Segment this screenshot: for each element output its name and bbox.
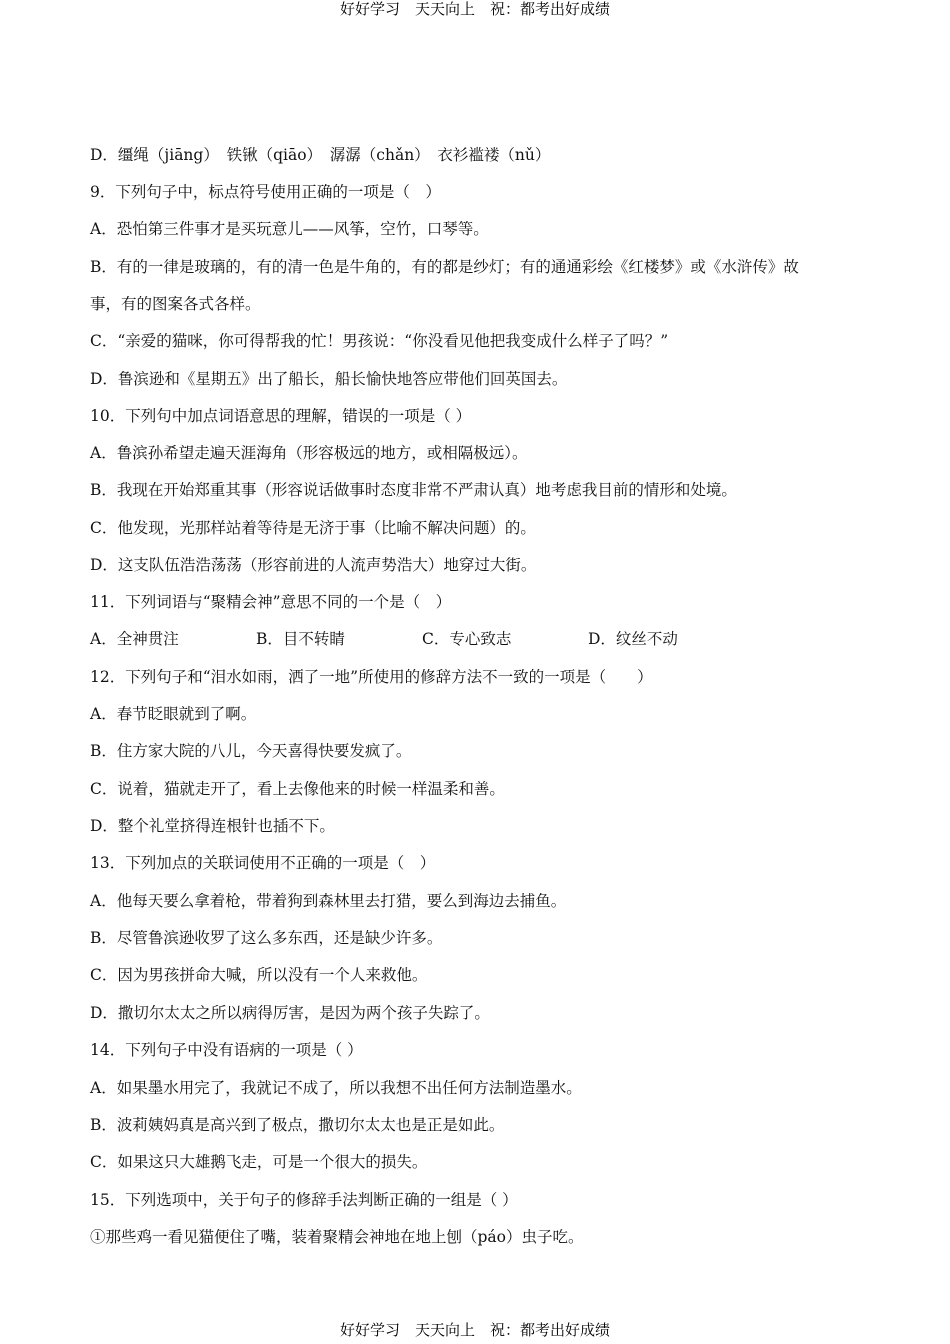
- q12-option-c: C．说着，猫就走开了，看上去像他来的时候一样温柔和善。: [90, 780, 505, 798]
- q10-stem: 10．下列句中加点词语意思的理解，错误的一项是（ ）: [90, 407, 472, 425]
- q10-option-c: C．他发现，光那样站着等待是无济于事（比喻不解决问题）的。: [90, 519, 536, 537]
- q9-option-b-line2: 事，有的图案各式各样。: [90, 295, 261, 313]
- q14-option-a: A．如果墨水用完了，我就记不成了，所以我想不出任何方法制造墨水。: [90, 1079, 582, 1097]
- page-header: 好好学习 天天向上 祝：都考出好成绩: [339, 0, 610, 18]
- q9-option-a: A．恐怕第三件事才是买玩意儿——风筝，空竹，口琴等。: [90, 220, 489, 238]
- q10-option-b: B．我现在开始郑重其事（形容说话做事时态度非常不严肃认真）地考虑我目前的情形和处境。: [90, 481, 737, 499]
- page-footer: 好好学习 天天向上 祝：都考出好成绩: [339, 1321, 610, 1339]
- q12-stem: 12．下列句子和“泪水如雨，洒了一地”所使用的修辞方法不一致的一项是（ ）: [90, 668, 653, 686]
- q9-option-d: D．鲁滨逊和《星期五》出了船长，船长愉快地答应带他们回英国去。: [90, 370, 568, 388]
- q12-option-a: A．春节眨眼就到了啊。: [90, 705, 257, 723]
- q13-option-d: D．撒切尔太太之所以病得厉害，是因为两个孩子失踪了。: [90, 1004, 490, 1022]
- q11-option-d: D．纹丝不动: [588, 630, 678, 648]
- q11-stem: 11．下列词语与“聚精会神”意思不同的一个是（ ）: [90, 593, 452, 611]
- q14-option-b: B．波莉姨妈真是高兴到了极点，撒切尔太太也是正是如此。: [90, 1116, 505, 1134]
- q9-stem: 9．下列句子中，标点符号使用正确的一项是（ ）: [90, 183, 441, 201]
- q13-option-b: B．尽管鲁滨逊收罗了这么多东西，还是缺少许多。: [90, 929, 443, 947]
- q11-option-c: C．专心致志: [422, 630, 512, 648]
- q11-options: [90, 628, 870, 650]
- q10-option-d: D．这支队伍浩浩荡荡（形容前进的人流声势浩大）地穿过大街。: [90, 556, 537, 574]
- q9-option-b-line1: B．有的一律是玻璃的，有的清一色是牛角的，有的都是纱灯；有的通通彩绘《红楼梦》或《水浒传》故: [90, 258, 799, 276]
- q12-option-d: D．整个礼堂挤得连根针也插不下。: [90, 817, 335, 835]
- q8-option-d: D．缰绳（jiāng） 铁锹（qiāo） 潺潺（chǎn） 衣衫褴褛（nǔ）: [90, 146, 551, 164]
- q9-option-c: C．“亲爱的猫咪，你可得帮我的忙！男孩说：“你没看见他把我变成什么样子了吗？”: [90, 332, 669, 350]
- q11-option-b: B．目不转睛: [256, 630, 345, 648]
- q13-stem: 13．下列加点的关联词使用不正确的一项是（ ）: [90, 854, 436, 872]
- q14-stem: 14．下列句子中没有语病的一项是（ ）: [90, 1041, 363, 1059]
- q12-option-b: B．住方家大院的八儿，今天喜得快要发疯了。: [90, 742, 412, 760]
- q14-option-c: C．如果这只大雄鹅飞走，可是一个很大的损失。: [90, 1153, 428, 1171]
- q10-option-a: A．鲁滨孙希望走遍天涯海角（形容极远的地方，或相隔极远）。: [90, 444, 528, 462]
- q13-option-c: C．因为男孩拼命大喊，所以没有一个人来救他。: [90, 966, 428, 984]
- q15-sentence-1: ①那些鸡一看见猫便住了嘴，装着聚精会神地在地上刨（páo）虫子吃。: [90, 1228, 584, 1246]
- q11-option-a: A．全神贯注: [90, 630, 179, 648]
- q15-stem: 15．下列选项中，关于句子的修辞手法判断正确的一组是（ ）: [90, 1191, 518, 1209]
- q13-option-a: A．他每天要么拿着枪，带着狗到森林里去打猎，要么到海边去捕鱼。: [90, 892, 567, 910]
